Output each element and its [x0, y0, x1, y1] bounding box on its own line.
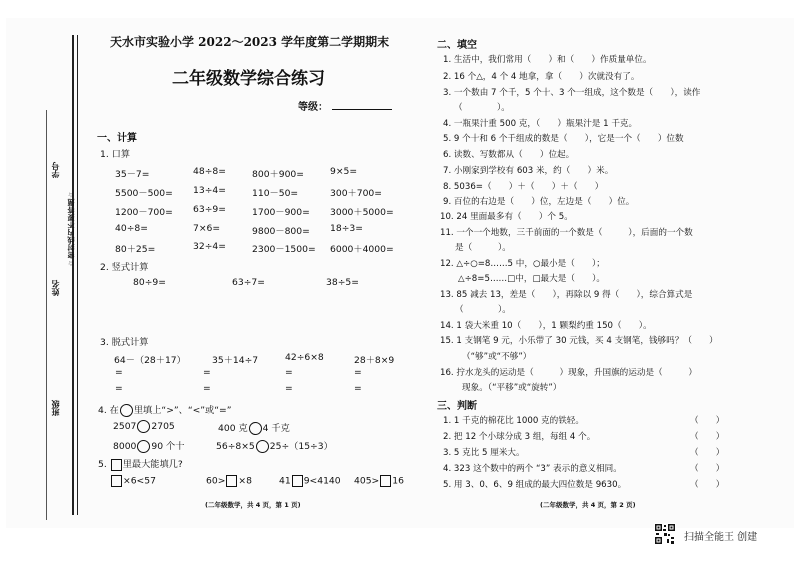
- circle-blank-icon: [120, 404, 133, 417]
- circle-blank-icon[interactable]: [137, 440, 150, 453]
- section-fill-blank: 二、填空: [437, 40, 477, 51]
- judge-item: 5. 用 3、0、6、9 组成的最大四位数是 9630。: [443, 480, 627, 490]
- square-blank-icon[interactable]: [380, 475, 391, 487]
- fill-line: 6. 读数、写数都从（ ）位起。: [443, 150, 575, 160]
- stepwise-item: 28＋8×9: [354, 355, 395, 366]
- fill-line: △÷8=5……□中，□最大是（ ）。: [458, 274, 606, 284]
- judge-item: 1. 1 千克的棉花比 1000 克的铁轻。: [443, 416, 584, 426]
- student-number-label: 学号: [51, 162, 60, 178]
- fill-line: 15. 1 支钢笔 9 元，小乐带了 30 元钱，买 4 支钢笔，钱够吗？（ ）: [440, 336, 718, 346]
- equals-sign: =: [285, 383, 293, 394]
- compare-row: [113, 438, 184, 453]
- q4-instruction: 里填上“>”、“<”或“=”: [133, 405, 232, 416]
- fill-line: 是（ ）。: [455, 243, 511, 253]
- oral-item: 9×5=: [330, 166, 358, 177]
- oral-calc-heading: 1. 口算: [100, 149, 131, 160]
- circle-blank-icon[interactable]: [137, 420, 150, 433]
- page-footer-right: (二年级数学，共 4 页，第 2 页): [540, 501, 636, 509]
- fill-line: 12. △÷○=8……5 中，○最小是（ ）；: [440, 259, 605, 269]
- student-name-label: 姓名: [51, 280, 60, 296]
- fill-expr: ×8: [238, 475, 252, 487]
- oral-item: 32÷4=: [193, 241, 226, 252]
- square-blank-icon[interactable]: [226, 475, 237, 487]
- grade-label: 等级：: [298, 102, 328, 113]
- stepwise-item: 64－（28＋17）: [114, 355, 186, 366]
- student-info-line: [46, 110, 47, 520]
- fill-max-item: [206, 475, 252, 487]
- fill-expr: ×6<57: [123, 475, 156, 487]
- oral-item: 800＋900=: [252, 169, 304, 180]
- circle-blank-icon[interactable]: [256, 440, 269, 453]
- seal-line-warning: ☆密封线内不要答题☆: [67, 190, 75, 267]
- judge-answer-bracket[interactable]: （ ）: [690, 432, 725, 442]
- judge-answer-bracket[interactable]: （ ）: [690, 480, 725, 490]
- class-label: 班级: [51, 400, 60, 416]
- compare-right: 4 千克: [262, 423, 290, 434]
- oral-item: 35－7=: [115, 169, 150, 180]
- equals-sign: =: [115, 367, 123, 378]
- judge-item: 4. 323 这个数中的两个 “3” 表示的意义相同。: [443, 464, 622, 474]
- fill-line: 8. 5036=（ ）＋（ ）＋（ ）: [443, 182, 604, 192]
- fill-line: 现象。（“平移”或“旋转”）: [462, 383, 562, 393]
- oral-item: 48÷8=: [193, 166, 226, 177]
- stepwise-item: 35＋14÷7: [212, 355, 259, 366]
- square-blank-icon: [111, 459, 122, 471]
- compare-right: 25÷（15÷3）: [269, 441, 333, 452]
- fill-line: 5. 9 个十和 6 个千组成的数是（ ），它是一个（ ）位数: [443, 134, 684, 144]
- oral-item: 63÷9=: [193, 204, 226, 215]
- grade-input-line[interactable]: [332, 109, 392, 110]
- fill-expr: 41: [279, 475, 291, 487]
- fill-line: 13. 85 减去 13，差是（ ），再除以 9 得（ ），综合算式是: [440, 290, 693, 300]
- judge-item: 3. 5 克比 5 厘米大。: [443, 448, 525, 458]
- fill-expr: 405>: [354, 475, 380, 487]
- judge-answer-bracket[interactable]: （ ）: [690, 448, 725, 458]
- fill-expr: 9<4140: [303, 475, 341, 487]
- fill-max-item: [354, 475, 404, 487]
- fill-line: 10. 24 里面最多有（ ）个 5。: [440, 212, 573, 222]
- equals-sign: =: [354, 383, 362, 394]
- oral-item: 18÷3=: [330, 223, 363, 234]
- binding-line-outer: [72, 35, 74, 515]
- fill-max-item: [110, 475, 156, 487]
- compare-row: [216, 438, 333, 453]
- judge-item: 2. 把 12 个小球分成 3 组，每组 4 个。: [443, 432, 596, 442]
- judge-answer-bracket[interactable]: （ ）: [690, 464, 725, 474]
- vertical-calc-heading: 2. 竖式计算: [100, 262, 149, 273]
- page-footer-left: (二年级数学，共 4 页，第 1 页): [205, 501, 301, 509]
- oral-item: 5500－500=: [115, 188, 173, 199]
- oral-item: 2300－1500=: [252, 244, 316, 255]
- vertical-item: 63÷7=: [232, 277, 265, 288]
- circle-blank-icon[interactable]: [249, 422, 262, 435]
- oral-item: 40÷8=: [115, 223, 148, 234]
- stepwise-item: 42÷6×8: [285, 352, 324, 363]
- q5-number: 5.: [98, 459, 107, 470]
- square-blank-icon[interactable]: [111, 475, 122, 487]
- compare-row: [218, 420, 290, 435]
- square-blank-icon[interactable]: [292, 475, 303, 487]
- fill-line: 4. 一瓶果汁重 500 克，（ ）瓶果汁是 1 千克。: [443, 119, 638, 129]
- school-title: 天水市实验小学 2022～2023 学年度第二学期期末: [110, 35, 390, 49]
- fill-line: （ ）。: [454, 103, 510, 113]
- compare-left: 2507: [113, 421, 137, 432]
- fill-line: 2. 16 个△，4 个 4 地拿，拿（ ）次就没有了。: [443, 72, 640, 82]
- compare-right: 90 个十: [151, 441, 185, 452]
- fill-line: 16. 拧水龙头的运动是（ ）现象，升国旗的运动是（ ）: [440, 368, 698, 378]
- qr-code-icon: [654, 523, 676, 545]
- equals-sign: =: [203, 383, 211, 394]
- equals-sign: =: [354, 367, 362, 378]
- fill-expr: 16: [392, 475, 404, 487]
- oral-item: 7×6=: [193, 223, 221, 234]
- fill-line: （“够”或“不够”）: [462, 352, 532, 362]
- compare-question: [98, 402, 231, 417]
- compare-left: 400 克: [218, 423, 248, 434]
- fill-line: 1. 生活中，我们常用（ ）和（ ）作质量单位。: [443, 55, 652, 65]
- oral-item: 110－50=: [252, 188, 299, 199]
- fill-max-item: [279, 475, 341, 487]
- compare-left: 8000: [113, 441, 137, 452]
- scanner-watermark: 扫描全能王 创建: [684, 532, 758, 543]
- vertical-item: 38÷5=: [326, 277, 359, 288]
- compare-right: 2705: [151, 421, 175, 432]
- oral-item: 13÷4=: [193, 185, 226, 196]
- q5-instruction: 里最大能填几?: [122, 459, 183, 470]
- equals-sign: =: [285, 367, 293, 378]
- fill-line: 14. 1 袋大米重 10（ ），1 颗梨约重 150（ ）。: [440, 321, 652, 331]
- fill-max-question: [98, 456, 183, 471]
- fill-line: 11. 一个一个地数，三千前面的一个数是（ ），后面的一个数: [440, 228, 693, 238]
- oral-item: 1700－900=: [252, 207, 310, 218]
- judge-answer-bracket[interactable]: （ ）: [690, 416, 725, 426]
- oral-item: 6000＋4000=: [330, 244, 394, 255]
- section-judge: 三、判断: [437, 401, 477, 412]
- compare-left: 56÷8×5: [216, 441, 255, 452]
- fill-line: （ ）。: [455, 305, 511, 315]
- oral-item: 1200－700=: [115, 207, 173, 218]
- vertical-item: 80÷9=: [133, 277, 166, 288]
- equals-sign: =: [203, 367, 211, 378]
- fill-line: 3. 一个数由 7 个千，5 个十、3 个一组成，这个数是（ ），读作: [443, 88, 701, 98]
- oral-item: 9800－800=: [252, 226, 310, 237]
- oral-item: 300＋700=: [330, 188, 382, 199]
- equals-sign: =: [115, 383, 123, 394]
- fill-expr: 60>: [206, 475, 226, 487]
- oral-item: 3000＋5000=: [330, 207, 394, 218]
- fill-line: 9. 百位的右边是（ ）位，左边是（ ）位。: [443, 197, 635, 207]
- fill-line: 7. 小刚家到学校有 603 米，约（ ）米。: [443, 166, 614, 176]
- stepwise-calc-heading: 3. 脱式计算: [100, 337, 149, 348]
- compare-row: [113, 420, 175, 433]
- section-calculation: 一、计算: [97, 133, 137, 144]
- oral-item: 80＋25=: [115, 244, 156, 255]
- exam-title: 二年级数学综合练习: [172, 69, 325, 89]
- binding-line-inner: [77, 35, 78, 515]
- q4-prefix: 4. 在: [98, 405, 119, 416]
